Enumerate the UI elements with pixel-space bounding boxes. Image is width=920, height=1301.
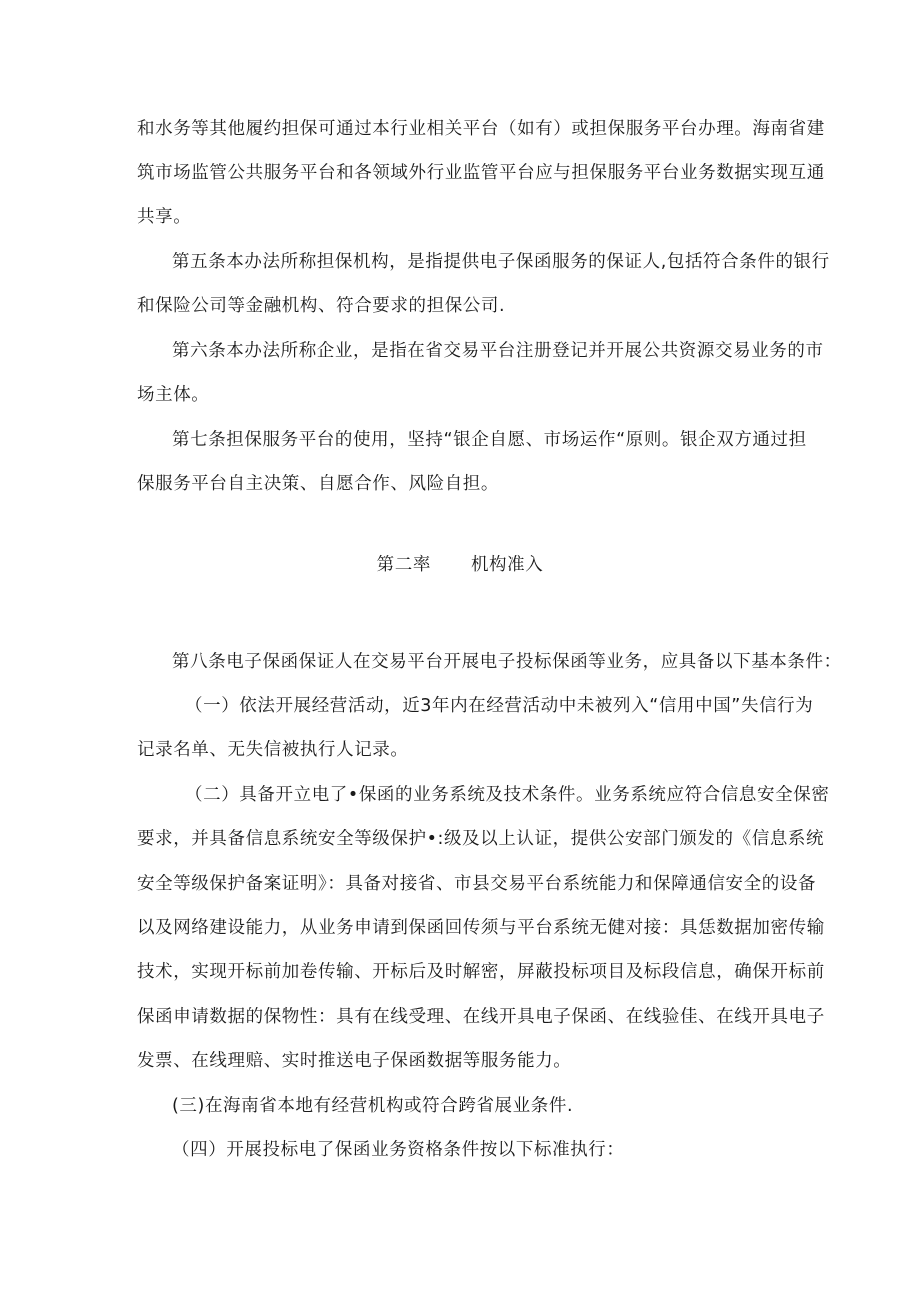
chapter-title: 机构准入	[470, 555, 544, 575]
article-8-line: 第八条电子保函保证人在交易平台开展电子投标保函等业务，应具备以下基本条件：	[172, 652, 842, 672]
clause-2-line: 要求，并具备信息系统安全等级保护•:级及以上认证，提供公安部门颁发的《信息系统	[137, 829, 825, 849]
clause-4-line: （四）开展投标电了保函业务资格条件按以下标准执行：	[172, 1140, 625, 1160]
clause-1-line: 记录名单、无失信被执行人记录。	[137, 740, 409, 760]
clause-1-line: （一）依法开展经营活动，近3年内在经营活动中未被列入“信用中国”失信行为	[185, 696, 814, 716]
clause-2-line: 发票、在线理赔、实时推送电子保函数据等服务能力。	[137, 1051, 572, 1071]
clause-2-line: 保函申请数据的保物性：具有在线受理、在线开具电子保函、在线验佳、在线开具电子	[137, 1007, 825, 1027]
clause-3-line: (三)在海南省本地有经营机构或符合跨省展业条件.	[172, 1096, 574, 1116]
article-7-line: 保服务平台自主决策、自愿合作、风险自担。	[137, 474, 499, 494]
article-7-line: 第七条担保服务平台的使用，坚持“银企自愿、市场运作“原则。银企双方通过担	[172, 430, 807, 450]
paragraph-line: 共享。	[137, 207, 192, 227]
article-6-line: 场主体。	[137, 385, 210, 405]
article-5-line: 和保险公司等金融机构、符合要求的担保公司.	[137, 296, 506, 316]
clause-2-line: 安全等级保护备案证明》：具备对接省、市县交易平台系统能力和保障通信安全的设备	[137, 874, 817, 894]
chapter-heading	[0, 553, 920, 577]
clause-2-line: 技术，实现开标前加卷传输、开标后及时解密，屏蔽投标项目及标段信息，确保开标前	[137, 962, 825, 982]
clause-2-line: 以及网络建设能力，从业务申请到保函回传须与平台系统无健对接：具恁数据加密传输	[137, 918, 825, 938]
clause-2-line: （二）具备开立电了•保函的业务系统及技术条件。业务系统应符合信息安全保密	[185, 785, 830, 805]
chapter-number: 第二率	[376, 555, 431, 575]
article-6-line: 第六条本办法所称企业，是指在省交易平台注册登记并开展公共资源交易业务的市	[172, 341, 824, 361]
paragraph-line: 筑市场监管公共服务平台和各领域外行业监管平台应与担保服务平台业务数据实现互通	[137, 163, 825, 183]
paragraph-line: 和水务等其他履约担保可通过本行业相关平台（如有）或担保服务平台办理。海南省建	[137, 119, 825, 139]
article-5-line: 第五条本办法所称担保机构，是指提供电子保函服务的保证人,包括符合条件的银行	[172, 252, 830, 272]
